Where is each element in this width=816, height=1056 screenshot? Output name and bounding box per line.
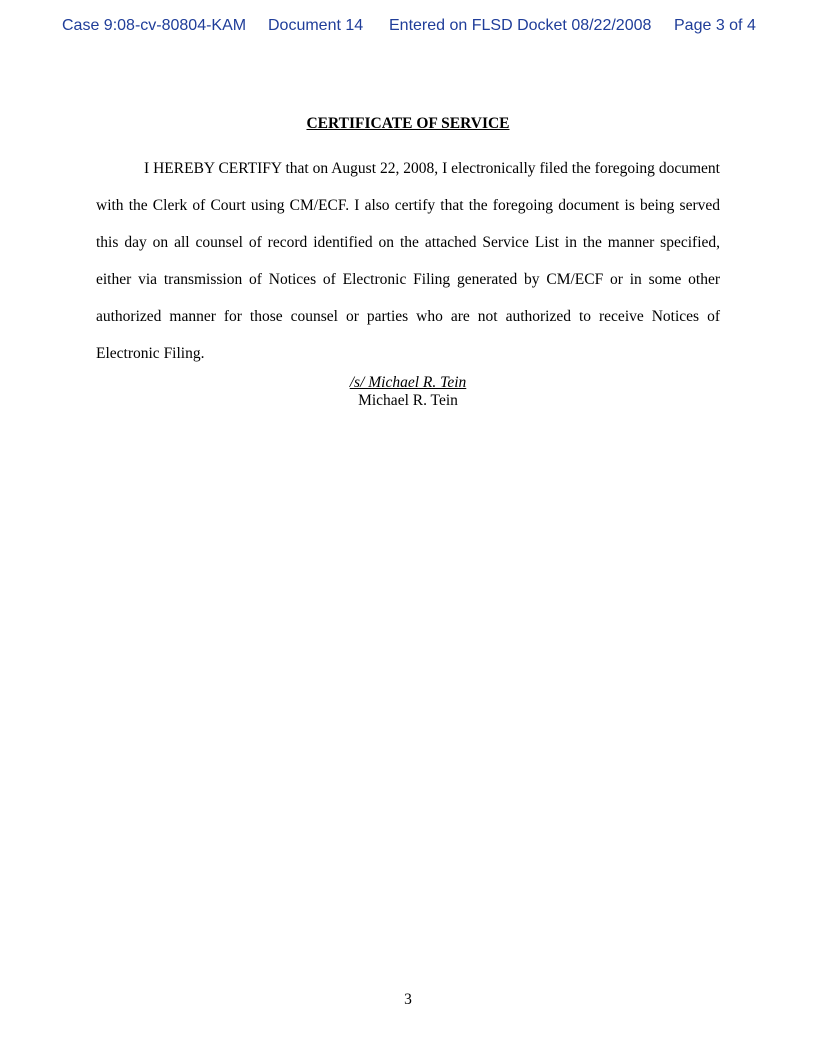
case-number: Case 9:08-cv-80804-KAM: [62, 17, 247, 34]
page-indicator: Page 3 of 4: [674, 17, 756, 34]
signature-block: [0, 374, 816, 410]
page-number: 3: [404, 991, 412, 1008]
docket-header: [0, 17, 816, 39]
electronic-signature: /s/ Michael R. Tein: [349, 374, 467, 391]
document-number: Document 14: [268, 17, 364, 34]
certificate-paragraph: I HEREBY CERTIFY that on August 22, 2008, I electronically filed the foregoing document with the Clerk of Court using CM/ECF. I also certify that the foregoing document is being served this day on all counsel of record identified on the attached Service List in the manner specified, either via transmission of Notices of Electronic Filing generated by CM/ECF or in some other authorized manner for those counsel or parties who are not authorized to receive Notices of Electronic Filing.: [96, 160, 720, 362]
signer-name: Michael R. Tein: [358, 392, 458, 409]
docket-entry-date: Entered on FLSD Docket 08/22/2008: [389, 17, 652, 34]
certificate-title: CERTIFICATE OF SERVICE: [306, 115, 510, 132]
